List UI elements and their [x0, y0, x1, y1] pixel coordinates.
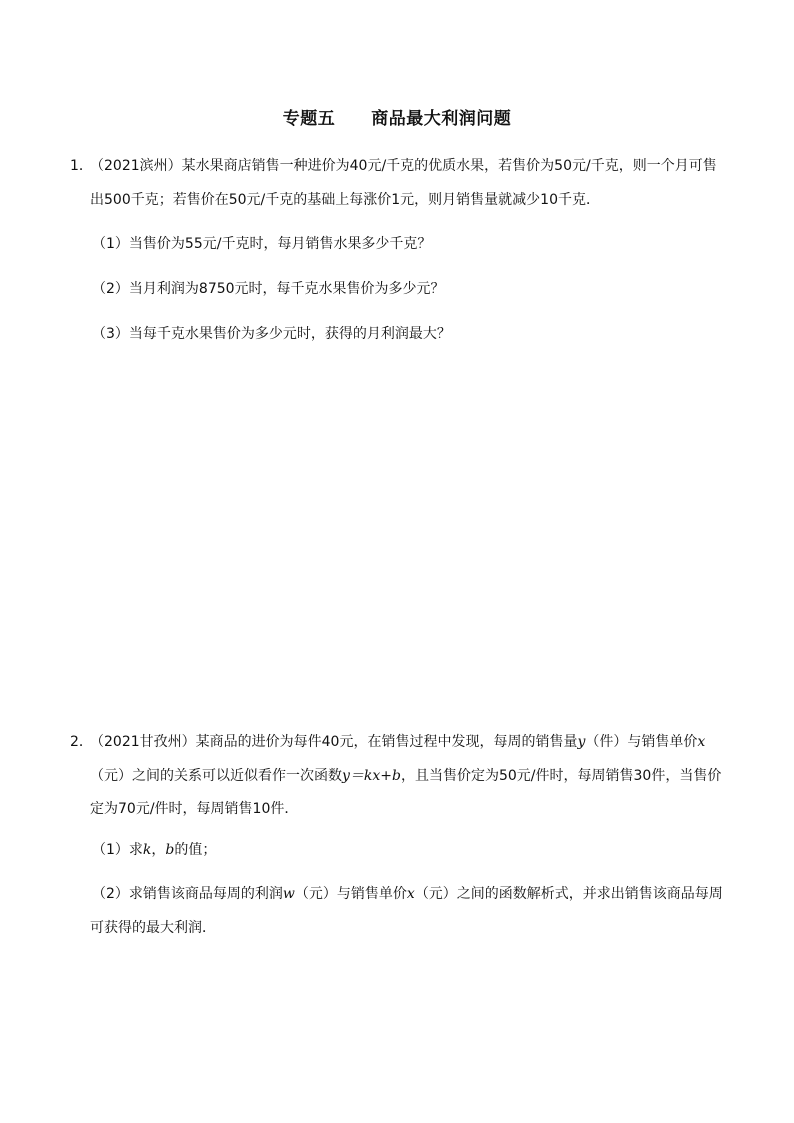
question-1-line-1: 1．（2021滨州）某水果商店销售一种进价为40元/千克的优质水果，若售价为50元/千克，则一个月可售 [70, 158, 717, 174]
question-2-line-3: 定为70元/件时，每周销售10件． [90, 801, 299, 817]
question-2-line-1: 2．（2021甘孜州）某商品的进价为每件40元，在销售过程中发现，每周的销售量y（件）与销售单价x [70, 734, 706, 750]
linear-function-formula: y＝kx+b [342, 768, 401, 784]
page-title [0, 104, 794, 129]
question-1-sub-2: （2）当月利润为8750元时，每千克水果售价为多少元？ [92, 281, 445, 297]
question-2-sub-1: （1）求k，b的值； [92, 842, 217, 858]
question-1-line-2: 出500千克；若售价在50元/千克的基础上每涨价1元，则月销售量就减少10千克． [90, 192, 600, 208]
variable-k: k [142, 842, 152, 858]
variable-w: w [282, 886, 295, 902]
variable-b: b [165, 842, 175, 858]
question-2-number: 2． [70, 734, 93, 750]
question-1-sub-1: （1）当售价为55元/千克时，每月销售水果多少千克？ [92, 236, 432, 252]
variable-x: x [406, 886, 415, 902]
question-2-sub-2-line-2: 可获得的最大利润． [90, 920, 216, 936]
variable-x: x [697, 734, 706, 750]
question-2-sub-2: （2）求销售该商品每周的利润w（元）与销售单价x（元）之间的函数解析式，并求出销售该商品每周 [92, 886, 723, 902]
title-part-1: 专题五 [282, 109, 336, 129]
title-part-2: 商品最大利润问题 [371, 109, 512, 129]
question-2-line-2: （元）之间的关系可以近似看作一次函数y＝kx+b，且当售价定为50元/件时，每周销售30件，当售价 [90, 768, 722, 784]
variable-y: y [577, 734, 586, 750]
question-1-sub-3: （3）当每千克水果售价为多少元时，获得的月利润最大？ [92, 326, 451, 342]
question-1-number: 1． [70, 158, 93, 174]
